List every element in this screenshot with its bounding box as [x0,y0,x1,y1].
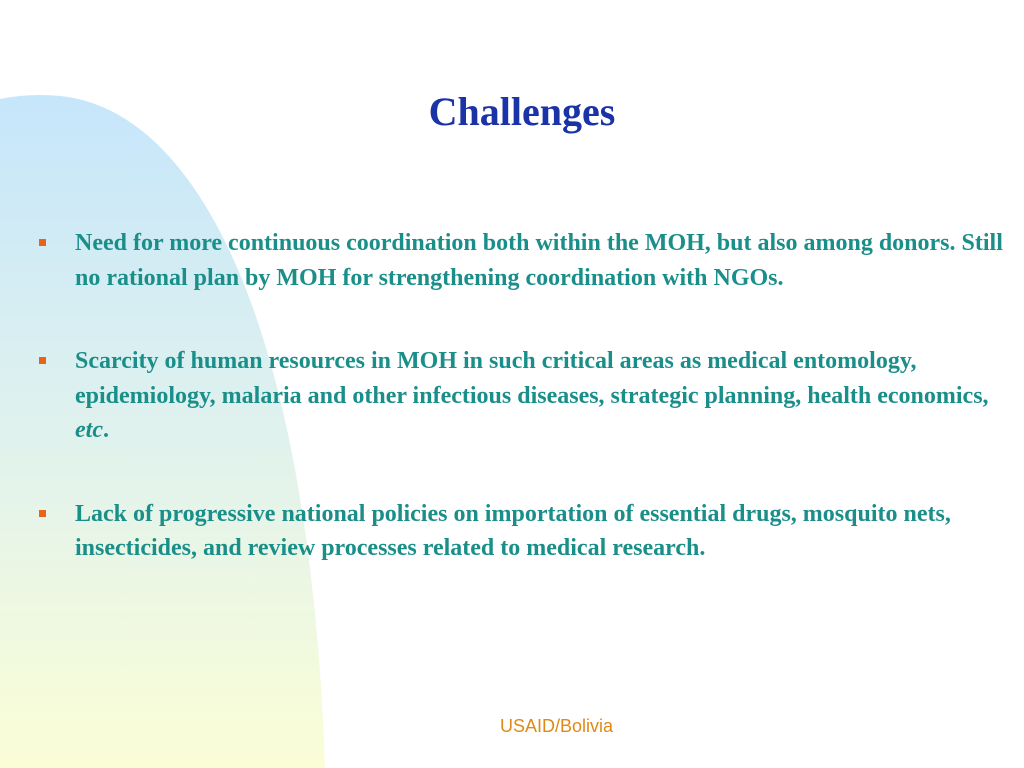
bullet-item [36,344,1021,448]
bullet-text-end: . [102,417,109,443]
bullet-list [36,226,1021,615]
bullet-text-main: Scarcity of human resources in MOH in such critical areas as medical entomology, epidemiology, malaria and other infectious diseases, strategic planning, health economics, [75,348,989,409]
footer-text: USAID/Bolivia [500,716,614,736]
slide-title: Challenges [428,89,616,134]
bullet-text: Lack of progressive national policies on importation of essential drugs, mosquito nets, insecticides, and review processes related to medical research. [75,500,951,561]
bullet-text-italic: etc [75,417,103,443]
bullet-item [36,226,1021,295]
square-bullet-icon [39,357,46,364]
square-bullet-icon [39,510,46,517]
square-bullet-icon [39,239,46,246]
bullet-text [75,348,989,443]
bullet-item [36,497,1021,566]
bullet-text: Need for more continuous coordination both within the MOH, but also among donors. Still no rational plan by MOH for strengthening coordination with NGOs. [75,230,1003,291]
